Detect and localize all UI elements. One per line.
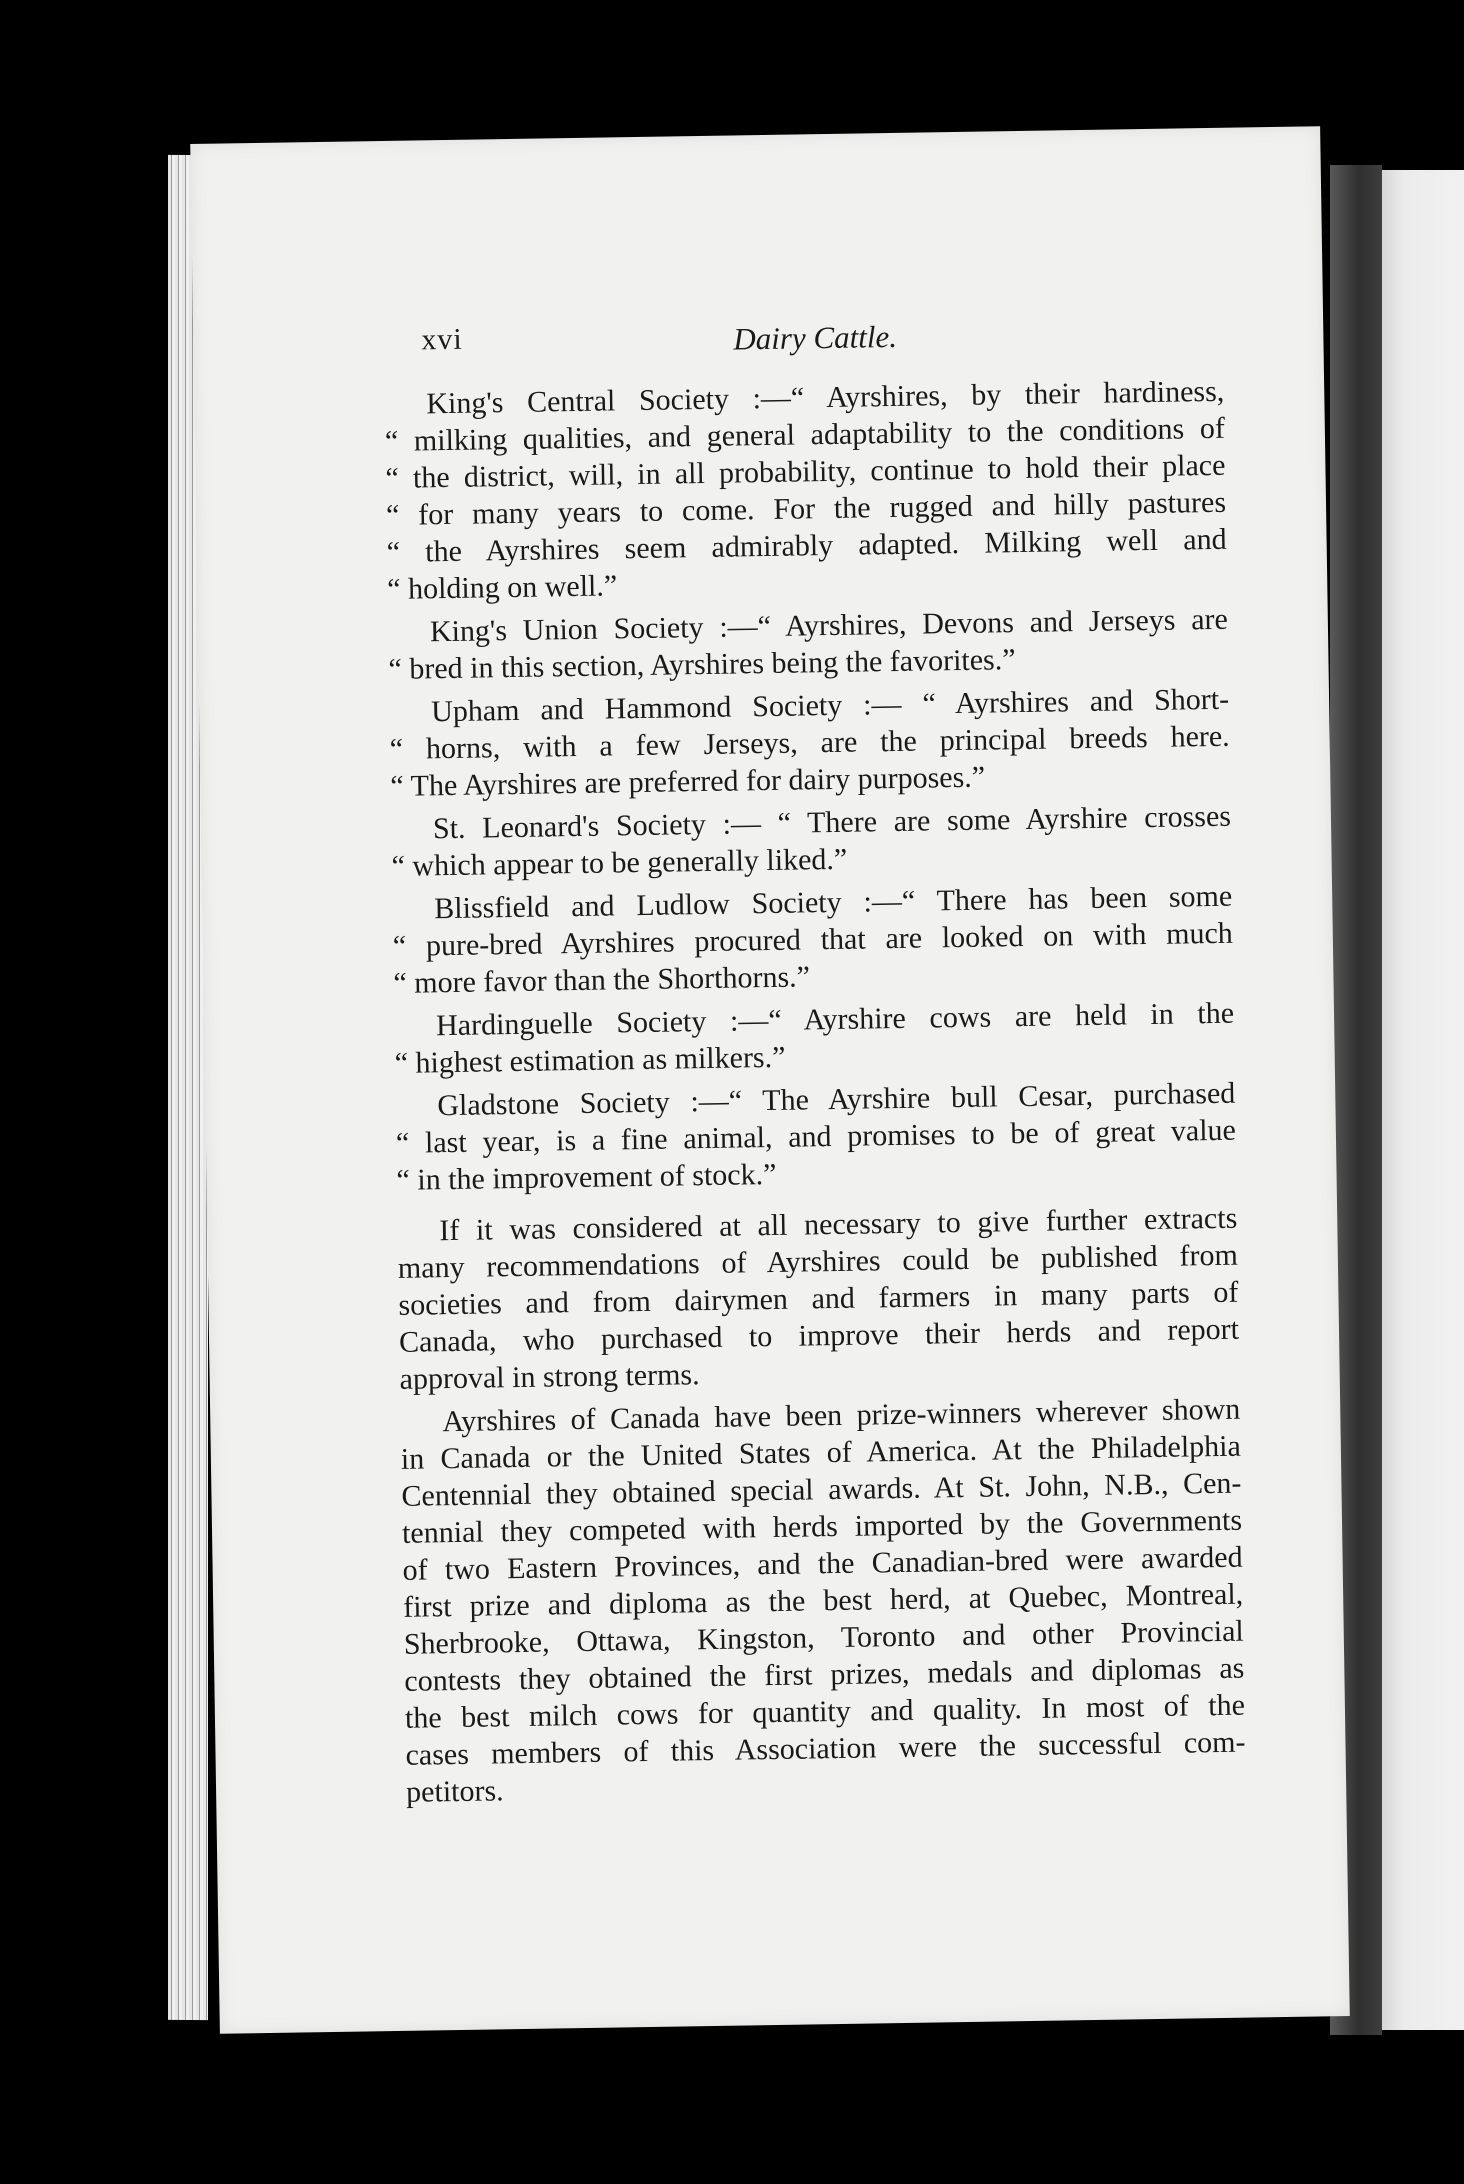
text-line: St. Leonard's Society :— “ There are some Ayrshire crosses bbox=[432, 799, 1232, 846]
paragraph-gladstone bbox=[395, 1075, 1237, 1199]
text-line: Gladstone Society :—“ The Ayrshire bull Cesar, purchased bbox=[437, 1076, 1236, 1123]
text-line: societies and from dairymen and farmers in many parts of bbox=[398, 1275, 1239, 1322]
text-line: many recommendations of Ayrshires could be published from bbox=[397, 1238, 1239, 1285]
text-line: “ more favor than the Shorthorns.” bbox=[393, 960, 811, 1000]
text-line: “ for many years to come. For the rugged and hilly pastures bbox=[385, 485, 1227, 532]
text-line: “ the Ayrshires seem admirably adapted. Milking well and bbox=[386, 522, 1227, 569]
text-line: tennial they competed with herds imported by the Governments bbox=[401, 1503, 1243, 1550]
page-number: xvi bbox=[421, 322, 463, 357]
text-line: Blissfield and Ludlow Society :—“ There has been some bbox=[434, 879, 1233, 926]
text-line: “ The Ayrshires are preferred for dairy purposes.” bbox=[390, 760, 986, 803]
text-line: “ last year, is a fine animal, and promises to be of great value bbox=[395, 1113, 1237, 1160]
text-line: “ pure-bred Ayrshires procured that are looked on with much bbox=[392, 916, 1234, 963]
text-line: petitors. bbox=[405, 1774, 504, 1809]
text-line: King's Union Society :—“ Ayrshires, Devons and Jerseys are bbox=[429, 602, 1229, 649]
paragraph-upham-hammond bbox=[389, 681, 1231, 805]
paragraph-blissfield-ludlow bbox=[392, 878, 1234, 1002]
page bbox=[190, 126, 1350, 2034]
text-line: approval in strong terms. bbox=[399, 1358, 700, 1396]
text-line: Canada, who purchased to improve their herds and report bbox=[398, 1312, 1240, 1359]
text-line: “ highest estimation as milkers.” bbox=[394, 1040, 786, 1080]
text-line: “ bred in this section, Ayrshires being the favorites.” bbox=[388, 643, 1016, 686]
text-line: Sherbrooke, Ottawa, Kingston, Toronto and other Provincial bbox=[403, 1614, 1244, 1661]
text-line: Ayrshires of Canada have been prize-winners wherever shown bbox=[442, 1392, 1241, 1439]
facing-page-edge bbox=[1375, 170, 1464, 2030]
text-line: “ milking qualities, and general adaptability to the conditions of bbox=[384, 411, 1226, 458]
text-line: first prize and diploma as the best herd, at Quebec, Montreal, bbox=[402, 1577, 1244, 1624]
text-line: the best milch cows for quantity and quality. In most of the bbox=[404, 1688, 1246, 1735]
running-head: Dairy Cattle. bbox=[733, 318, 898, 357]
paragraph-hardinguelle bbox=[394, 995, 1235, 1082]
text-line: “ holding on well.” bbox=[386, 569, 618, 606]
text-line: in Canada or the United States of America. At the Philadelphia bbox=[400, 1429, 1242, 1476]
text-line: Upham and Hammond Society :— “ Ayrshires and Short- bbox=[430, 682, 1230, 729]
text-line: cases members of this Association were the successful com- bbox=[405, 1725, 1246, 1772]
text-line: “ the district, will, in all probability, continue to hold their place bbox=[385, 448, 1226, 495]
text-line: contests they obtained the first prizes, medals and diplomas as bbox=[404, 1651, 1245, 1698]
paragraph-kings-central bbox=[384, 373, 1227, 608]
paragraph-kings-union bbox=[388, 601, 1229, 688]
text-line: of two Eastern Provinces, and the Canadian-bred were awarded bbox=[402, 1540, 1243, 1587]
paragraph-further-extracts bbox=[397, 1200, 1240, 1398]
page-body bbox=[384, 373, 1246, 1817]
text-line: Centennial they obtained special awards. At St. John, N.B., Cen- bbox=[401, 1466, 1242, 1513]
text-line: Hardinguelle Society :—“ Ayrshire cows are held in the bbox=[435, 996, 1235, 1043]
text-line: “ horns, with a few Jerseys, are the principal breeds here. bbox=[389, 719, 1230, 766]
text-line: “ which appear to be generally liked.” bbox=[391, 842, 848, 883]
text-line: If it was considered at all necessary to give further extracts bbox=[439, 1201, 1238, 1248]
paragraph-prize-winners bbox=[400, 1391, 1246, 1811]
text-line: King's Central Society :—“ Ayrshires, by their hardiness, bbox=[426, 374, 1225, 421]
paragraph-st-leonards bbox=[391, 798, 1232, 885]
text-line: “ in the improvement of stock.” bbox=[396, 1157, 777, 1197]
